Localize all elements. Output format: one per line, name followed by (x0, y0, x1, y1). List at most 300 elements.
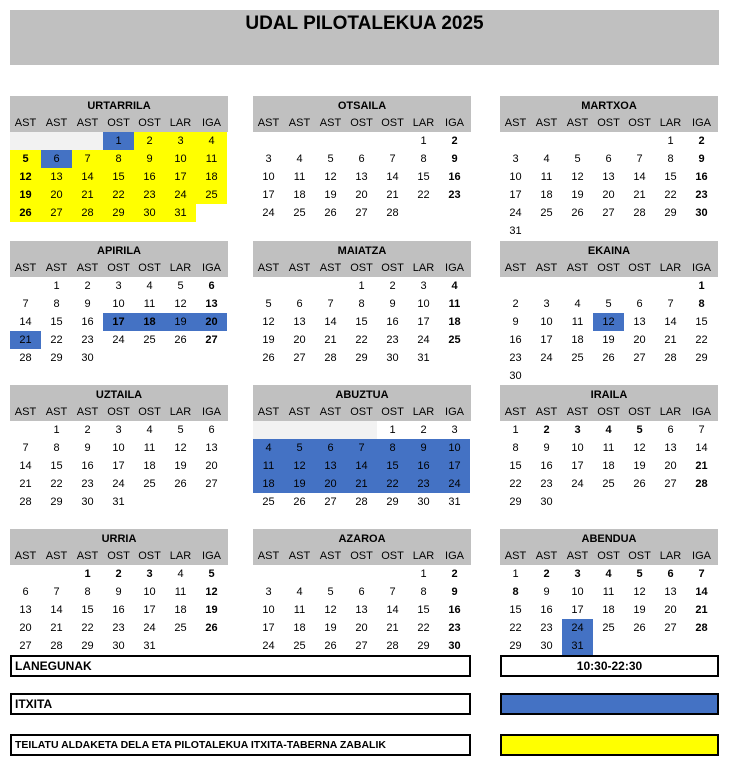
weekday-row (500, 259, 718, 277)
day-cell: 14 (695, 442, 708, 454)
weekday-label: IGA (202, 550, 221, 562)
day-cell: 10 (439, 439, 470, 457)
day-cell: 17 (540, 334, 553, 346)
day-cell: 4 (146, 280, 153, 292)
day-cell: 1 (667, 135, 674, 147)
day-grid (10, 565, 227, 655)
day-cell: 27 (324, 496, 337, 508)
day-cell: 8 (512, 586, 519, 598)
day-grid (500, 277, 717, 385)
legend-renov-box (10, 734, 471, 756)
day-cell: 10 (571, 442, 584, 454)
day-cell: 20 (602, 189, 615, 201)
day-cell: 28 (695, 478, 708, 490)
day-cell: 13 (664, 442, 677, 454)
legend-weekdays-box (10, 655, 471, 677)
day-cell: 25 (602, 622, 615, 634)
day-cell: 7 (72, 150, 103, 168)
day-cell: 29 (50, 352, 63, 364)
day-cell: 18 (602, 604, 615, 616)
day-cell: 26 (262, 352, 275, 364)
day-cell: 14 (664, 316, 677, 328)
weekday-label: AST (45, 117, 68, 129)
day-cell: 28 (19, 352, 32, 364)
weekday-label: AST (257, 262, 280, 274)
day-cell: 14 (386, 171, 399, 183)
weekday-label: IGA (445, 262, 464, 274)
day-cell: 11 (571, 316, 584, 328)
day-cell: 26 (324, 640, 337, 652)
day-cell: 1 (420, 135, 427, 147)
day-cell: 25 (143, 478, 156, 490)
day-cell: 1 (103, 132, 134, 150)
day-cell: 16 (112, 604, 125, 616)
day-cell: 6 (208, 280, 215, 292)
day-cell: 1 (358, 280, 365, 292)
day-cell: 15 (664, 171, 677, 183)
day-cell: 7 (389, 153, 396, 165)
day-cell: 1 (53, 280, 60, 292)
weekday-row (10, 403, 228, 421)
day-cell: 7 (22, 298, 29, 310)
weekday-label: OST (597, 117, 620, 129)
month-header (10, 96, 228, 132)
weekday-label: AST (319, 550, 342, 562)
day-cell: 5 (327, 586, 334, 598)
day-cell: 31 (562, 637, 593, 655)
day-cell: 3 (574, 424, 581, 436)
month-azaroa (253, 529, 471, 655)
weekday-label: OST (381, 262, 404, 274)
empty-cell (593, 132, 624, 150)
empty-cell (253, 565, 284, 583)
month-name: URTARRILA (87, 100, 151, 112)
day-cell: 20 (205, 460, 218, 472)
day-cell: 29 (50, 496, 63, 508)
weekday-label: AST (257, 117, 280, 129)
month-header (253, 385, 471, 421)
day-cell: 30 (112, 640, 125, 652)
day-grid (500, 565, 717, 655)
day-cell: 28 (695, 622, 708, 634)
day-cell: 5 (636, 424, 643, 436)
day-cell: 18 (174, 604, 187, 616)
day-cell: 25 (540, 207, 553, 219)
day-cell: 27 (602, 207, 615, 219)
month-header (500, 385, 718, 421)
day-cell: 31 (112, 496, 125, 508)
day-cell: 9 (389, 298, 396, 310)
day-cell: 7 (667, 298, 674, 310)
day-cell: 4 (296, 586, 303, 598)
weekday-row (500, 114, 718, 132)
day-cell: 8 (698, 298, 705, 310)
weekday-label: OST (107, 406, 130, 418)
day-cell: 13 (355, 171, 368, 183)
empty-cell (562, 132, 593, 150)
day-cell: 4 (177, 568, 184, 580)
month-name: MAIATZA (337, 245, 387, 257)
day-cell: 15 (417, 604, 430, 616)
empty-cell (284, 277, 315, 295)
day-cell: 29 (103, 204, 134, 222)
day-cell: 24 (439, 475, 470, 493)
weekday-label: OST (138, 406, 161, 418)
weekday-label: AST (504, 550, 527, 562)
weekday-label: IGA (692, 550, 711, 562)
day-cell: 7 (22, 442, 29, 454)
day-cell: 6 (22, 586, 29, 598)
day-cell: 13 (205, 298, 218, 310)
weekday-label: AST (566, 262, 589, 274)
day-cell: 27 (205, 478, 218, 490)
day-cell: 30 (695, 207, 708, 219)
day-cell: 5 (284, 439, 315, 457)
day-cell: 10 (112, 442, 125, 454)
empty-cell (346, 132, 377, 150)
empty-cell (624, 132, 655, 150)
weekday-label: IGA (692, 406, 711, 418)
weekday-label: OST (107, 550, 130, 562)
day-cell: 27 (205, 334, 218, 346)
day-cell: 31 (165, 204, 196, 222)
day-cell: 19 (633, 460, 646, 472)
weekday-label: IGA (692, 262, 711, 274)
weekday-label: OST (350, 550, 373, 562)
day-grid (500, 421, 717, 511)
day-cell: 11 (293, 171, 306, 183)
weekday-label: AST (76, 550, 99, 562)
weekday-label: OST (138, 117, 161, 129)
day-cell: 22 (355, 334, 368, 346)
weekday-label: IGA (692, 117, 711, 129)
page-title: UDAL PILOTALEKUA 2025 (10, 10, 719, 65)
day-cell: 16 (448, 604, 461, 616)
day-cell: 31 (509, 225, 522, 237)
day-cell: 7 (698, 424, 705, 436)
month-maiatza (253, 241, 471, 367)
day-cell: 20 (293, 334, 306, 346)
day-cell: 2 (698, 135, 705, 147)
month-header (253, 96, 471, 132)
day-cell: 10 (540, 316, 553, 328)
day-cell: 6 (358, 586, 365, 598)
weekday-label: LAR (412, 406, 435, 418)
weekday-label: LAR (169, 406, 192, 418)
weekday-label: IGA (445, 406, 464, 418)
day-cell: 4 (605, 568, 612, 580)
day-grid (253, 565, 470, 655)
day-cell: 14 (324, 316, 337, 328)
weekday-label: AST (535, 117, 558, 129)
day-cell: 28 (633, 207, 646, 219)
day-cell: 3 (146, 568, 153, 580)
day-cell: 12 (10, 168, 41, 186)
day-cell: 30 (509, 370, 522, 382)
empty-cell (253, 421, 284, 439)
month-martxoa (500, 96, 718, 240)
day-cell: 21 (19, 478, 32, 490)
day-cell: 18 (196, 168, 227, 186)
day-cell: 19 (262, 334, 275, 346)
weekday-label: OST (138, 262, 161, 274)
weekday-label: OST (628, 406, 651, 418)
empty-cell (655, 277, 686, 295)
day-cell: 7 (346, 439, 377, 457)
month-name: UZTAILA (95, 389, 143, 401)
day-cell: 13 (315, 457, 346, 475)
day-cell: 12 (324, 604, 337, 616)
day-cell: 23 (448, 189, 461, 201)
day-cell: 22 (103, 186, 134, 204)
month-apirila (10, 241, 228, 367)
day-cell: 12 (284, 457, 315, 475)
day-cell: 5 (177, 424, 184, 436)
day-cell: 26 (205, 622, 218, 634)
day-cell: 15 (50, 460, 63, 472)
day-cell: 22 (695, 334, 708, 346)
weekday-label: AST (14, 550, 37, 562)
day-cell: 27 (633, 352, 646, 364)
day-cell: 18 (253, 475, 284, 493)
weekday-row (500, 403, 718, 421)
day-cell: 14 (633, 171, 646, 183)
day-grid (253, 132, 470, 222)
day-cell: 28 (664, 352, 677, 364)
weekday-label: LAR (412, 262, 435, 274)
day-cell: 3 (420, 280, 427, 292)
month-name: IRAILA (590, 389, 628, 401)
day-cell: 11 (143, 298, 156, 310)
day-cell: 17 (103, 313, 134, 331)
day-cell: 6 (315, 439, 346, 457)
day-cell: 26 (571, 207, 584, 219)
day-cell: 4 (451, 280, 458, 292)
weekday-label: AST (535, 550, 558, 562)
day-cell: 6 (667, 568, 674, 580)
day-cell: 30 (81, 352, 94, 364)
legend-weekdays-label: LANEGUNAK (15, 659, 92, 673)
day-cell: 6 (296, 298, 303, 310)
day-cell: 20 (664, 604, 677, 616)
day-cell: 25 (448, 334, 461, 346)
day-cell: 21 (695, 604, 708, 616)
day-cell: 10 (417, 298, 430, 310)
empty-cell (41, 565, 72, 583)
day-cell: 26 (633, 622, 646, 634)
weekday-row (253, 547, 471, 565)
day-cell: 6 (667, 424, 674, 436)
weekday-label: IGA (445, 550, 464, 562)
day-cell: 22 (509, 622, 522, 634)
day-cell: 2 (543, 424, 550, 436)
day-cell: 26 (602, 352, 615, 364)
weekday-label: AST (288, 262, 311, 274)
weekday-label: LAR (169, 550, 192, 562)
empty-cell (500, 132, 531, 150)
empty-cell (284, 421, 315, 439)
day-cell: 8 (667, 153, 674, 165)
day-cell: 5 (574, 153, 581, 165)
day-cell: 15 (695, 316, 708, 328)
day-cell: 22 (377, 475, 408, 493)
weekday-label: AST (45, 262, 68, 274)
day-cell: 2 (543, 568, 550, 580)
day-cell: 13 (355, 604, 368, 616)
day-cell: 13 (19, 604, 32, 616)
day-cell: 27 (355, 640, 368, 652)
empty-cell (346, 565, 377, 583)
month-name: OTSAILA (337, 100, 387, 112)
day-cell: 28 (386, 640, 399, 652)
day-cell: 15 (509, 460, 522, 472)
day-cell: 7 (327, 298, 334, 310)
day-cell: 11 (540, 171, 553, 183)
empty-cell (253, 132, 284, 150)
day-cell: 18 (540, 189, 553, 201)
weekday-label: IGA (202, 262, 221, 274)
day-cell: 16 (134, 168, 165, 186)
day-cell: 16 (448, 171, 461, 183)
day-cell: 6 (208, 424, 215, 436)
month-urria (10, 529, 228, 655)
day-cell: 11 (448, 298, 461, 310)
day-cell: 3 (512, 153, 519, 165)
day-cell: 23 (509, 352, 522, 364)
day-cell: 25 (143, 334, 156, 346)
day-cell: 13 (633, 316, 646, 328)
day-cell: 1 (84, 568, 91, 580)
day-cell: 24 (112, 334, 125, 346)
day-cell: 11 (196, 150, 227, 168)
empty-cell (315, 565, 346, 583)
day-cell: 29 (509, 640, 522, 652)
day-cell: 31 (417, 352, 430, 364)
day-cell: 12 (633, 586, 646, 598)
day-cell: 23 (81, 334, 94, 346)
day-cell: 4 (574, 298, 581, 310)
day-cell: 21 (72, 186, 103, 204)
weekday-label: AST (257, 550, 280, 562)
day-cell: 10 (143, 586, 156, 598)
weekday-row (500, 547, 718, 565)
legend-renov-swatch (500, 734, 719, 756)
day-cell: 21 (386, 622, 399, 634)
day-cell: 6 (358, 153, 365, 165)
day-cell: 2 (115, 568, 122, 580)
day-cell: 12 (205, 586, 218, 598)
day-cell: 30 (540, 640, 553, 652)
day-cell: 30 (448, 640, 461, 652)
day-cell: 5 (636, 568, 643, 580)
empty-cell (41, 132, 72, 150)
weekday-label: AST (76, 262, 99, 274)
weekday-label: IGA (202, 406, 221, 418)
day-cell: 8 (377, 439, 408, 457)
day-cell: 23 (540, 622, 553, 634)
weekday-label: AST (535, 262, 558, 274)
empty-cell (531, 277, 562, 295)
day-cell: 27 (19, 640, 32, 652)
day-cell: 18 (448, 316, 461, 328)
day-cell: 7 (698, 568, 705, 580)
day-cell: 23 (134, 186, 165, 204)
day-cell: 10 (509, 171, 522, 183)
day-cell: 14 (695, 586, 708, 598)
day-cell: 16 (540, 604, 553, 616)
weekday-label: AST (566, 550, 589, 562)
day-cell: 20 (19, 622, 32, 634)
day-cell: 10 (571, 586, 584, 598)
day-cell: 10 (262, 171, 275, 183)
weekday-label: IGA (445, 117, 464, 129)
day-cell: 1 (512, 424, 519, 436)
day-cell: 2 (389, 280, 396, 292)
day-cell: 3 (115, 280, 122, 292)
legend-hours: 10:30-22:30 (576, 659, 643, 673)
empty-cell (72, 132, 103, 150)
day-cell: 6 (41, 150, 72, 168)
day-cell: 29 (386, 496, 399, 508)
day-cell: 16 (81, 460, 94, 472)
weekday-label: LAR (659, 262, 682, 274)
legend-hours-box (500, 655, 719, 677)
day-cell: 3 (165, 132, 196, 150)
day-cell: 1 (53, 424, 60, 436)
weekday-label: AST (566, 406, 589, 418)
day-cell: 11 (293, 604, 306, 616)
day-cell: 15 (509, 604, 522, 616)
day-cell: 14 (386, 604, 399, 616)
month-header (500, 96, 718, 132)
weekday-label: OST (381, 117, 404, 129)
day-cell: 29 (509, 496, 522, 508)
day-cell: 24 (165, 186, 196, 204)
weekday-label: AST (535, 406, 558, 418)
day-cell: 5 (10, 150, 41, 168)
day-cell: 14 (50, 604, 63, 616)
day-cell: 25 (602, 478, 615, 490)
day-cell: 12 (174, 442, 187, 454)
month-header (253, 241, 471, 277)
day-cell: 20 (315, 475, 346, 493)
day-cell: 24 (571, 478, 584, 490)
weekday-label: LAR (169, 262, 192, 274)
day-cell: 30 (540, 496, 553, 508)
month-name: EKAINA (587, 245, 631, 257)
empty-cell (315, 277, 346, 295)
day-cell: 13 (293, 316, 306, 328)
day-cell: 28 (324, 352, 337, 364)
day-grid (10, 132, 227, 222)
weekday-row (10, 259, 228, 277)
day-cell: 28 (50, 640, 63, 652)
day-grid (253, 277, 470, 367)
day-cell: 9 (84, 298, 91, 310)
month-header (500, 241, 718, 277)
day-cell: 29 (417, 640, 430, 652)
day-cell: 22 (417, 189, 430, 201)
weekday-row (253, 403, 471, 421)
day-cell: 30 (134, 204, 165, 222)
day-cell: 19 (165, 313, 196, 331)
empty-cell (284, 565, 315, 583)
day-cell: 9 (451, 153, 458, 165)
day-cell: 31 (448, 496, 461, 508)
day-cell: 24 (509, 207, 522, 219)
empty-cell (315, 421, 346, 439)
day-cell: 15 (355, 316, 368, 328)
